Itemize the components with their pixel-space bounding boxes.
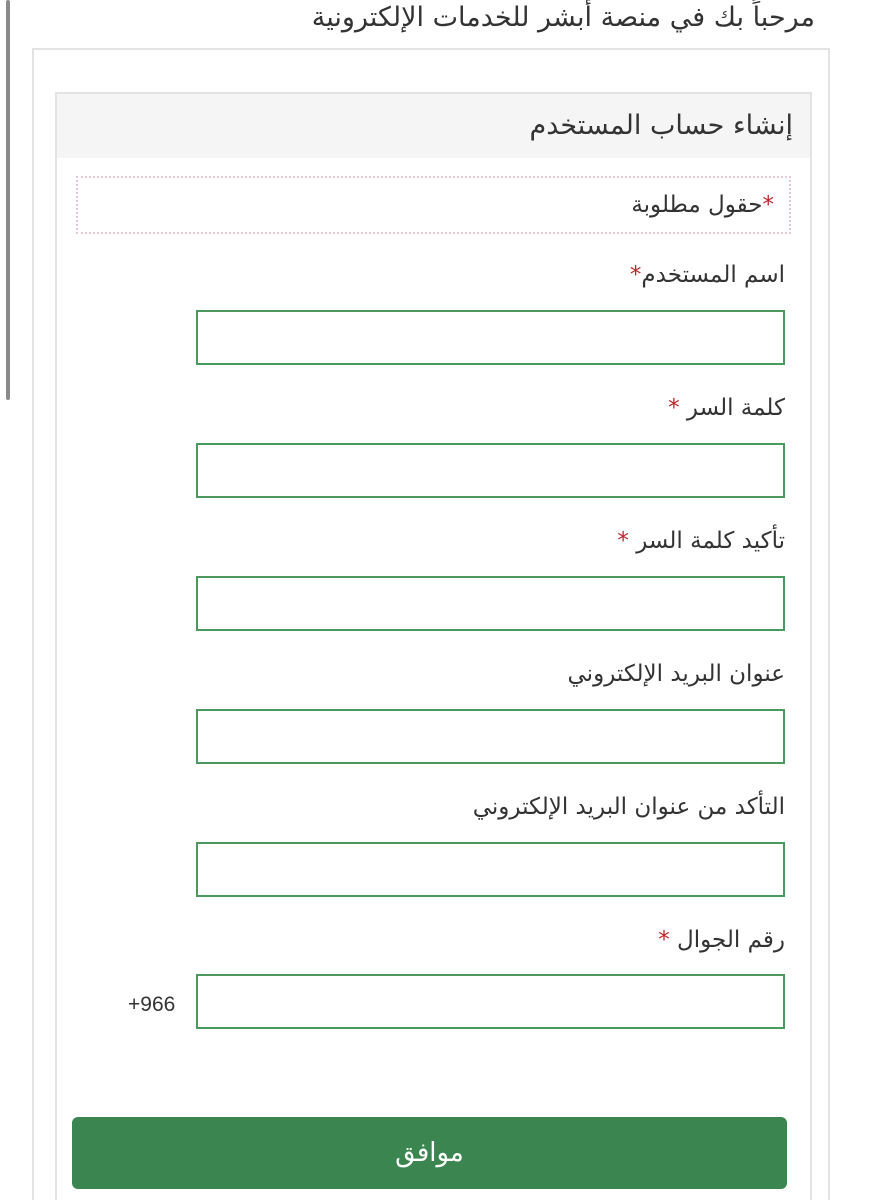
panel-header: [57, 94, 810, 158]
required-star: *: [668, 395, 680, 421]
mobile-input[interactable]: [196, 974, 785, 1029]
mobile-label: [658, 925, 785, 955]
username-label-text: اسم المستخدم: [641, 262, 785, 288]
required-star: *: [617, 528, 629, 554]
required-fields-note-text: [631, 178, 774, 232]
panel-title: إنشاء حساب المستخدم: [529, 110, 793, 141]
confirm-email-input[interactable]: [196, 842, 785, 897]
username-label: [630, 260, 785, 290]
required-fields-label: حقول مطلوبة: [631, 192, 763, 218]
confirm-password-label: [617, 526, 785, 556]
scrollbar[interactable]: [6, 0, 10, 400]
username-input[interactable]: [196, 310, 785, 365]
email-input[interactable]: [196, 709, 785, 764]
email-label: عنوان البريد الإلكتروني: [567, 661, 785, 687]
create-account-panel: [55, 92, 812, 1200]
password-input[interactable]: [196, 443, 785, 498]
confirm-password-input[interactable]: [196, 576, 785, 631]
password-label-text: كلمة السر: [686, 395, 785, 421]
confirm-password-label-text: تأكيد كلمة السر: [636, 528, 785, 554]
required-fields-note: [76, 176, 791, 234]
confirm-email-label: التأكد من عنوان البريد الإلكتروني: [472, 794, 785, 820]
submit-button[interactable]: موافق: [72, 1117, 787, 1189]
country-code-prefix: +966: [128, 993, 176, 1016]
welcome-title: مرحباً بك في منصة أبشر للخدمات الإلكترونية: [311, 2, 815, 33]
required-star: *: [658, 927, 670, 953]
mobile-label-text: رقم الجوال: [677, 927, 785, 953]
password-label: [668, 393, 785, 423]
required-star: *: [629, 262, 642, 288]
required-star: *: [762, 192, 774, 218]
